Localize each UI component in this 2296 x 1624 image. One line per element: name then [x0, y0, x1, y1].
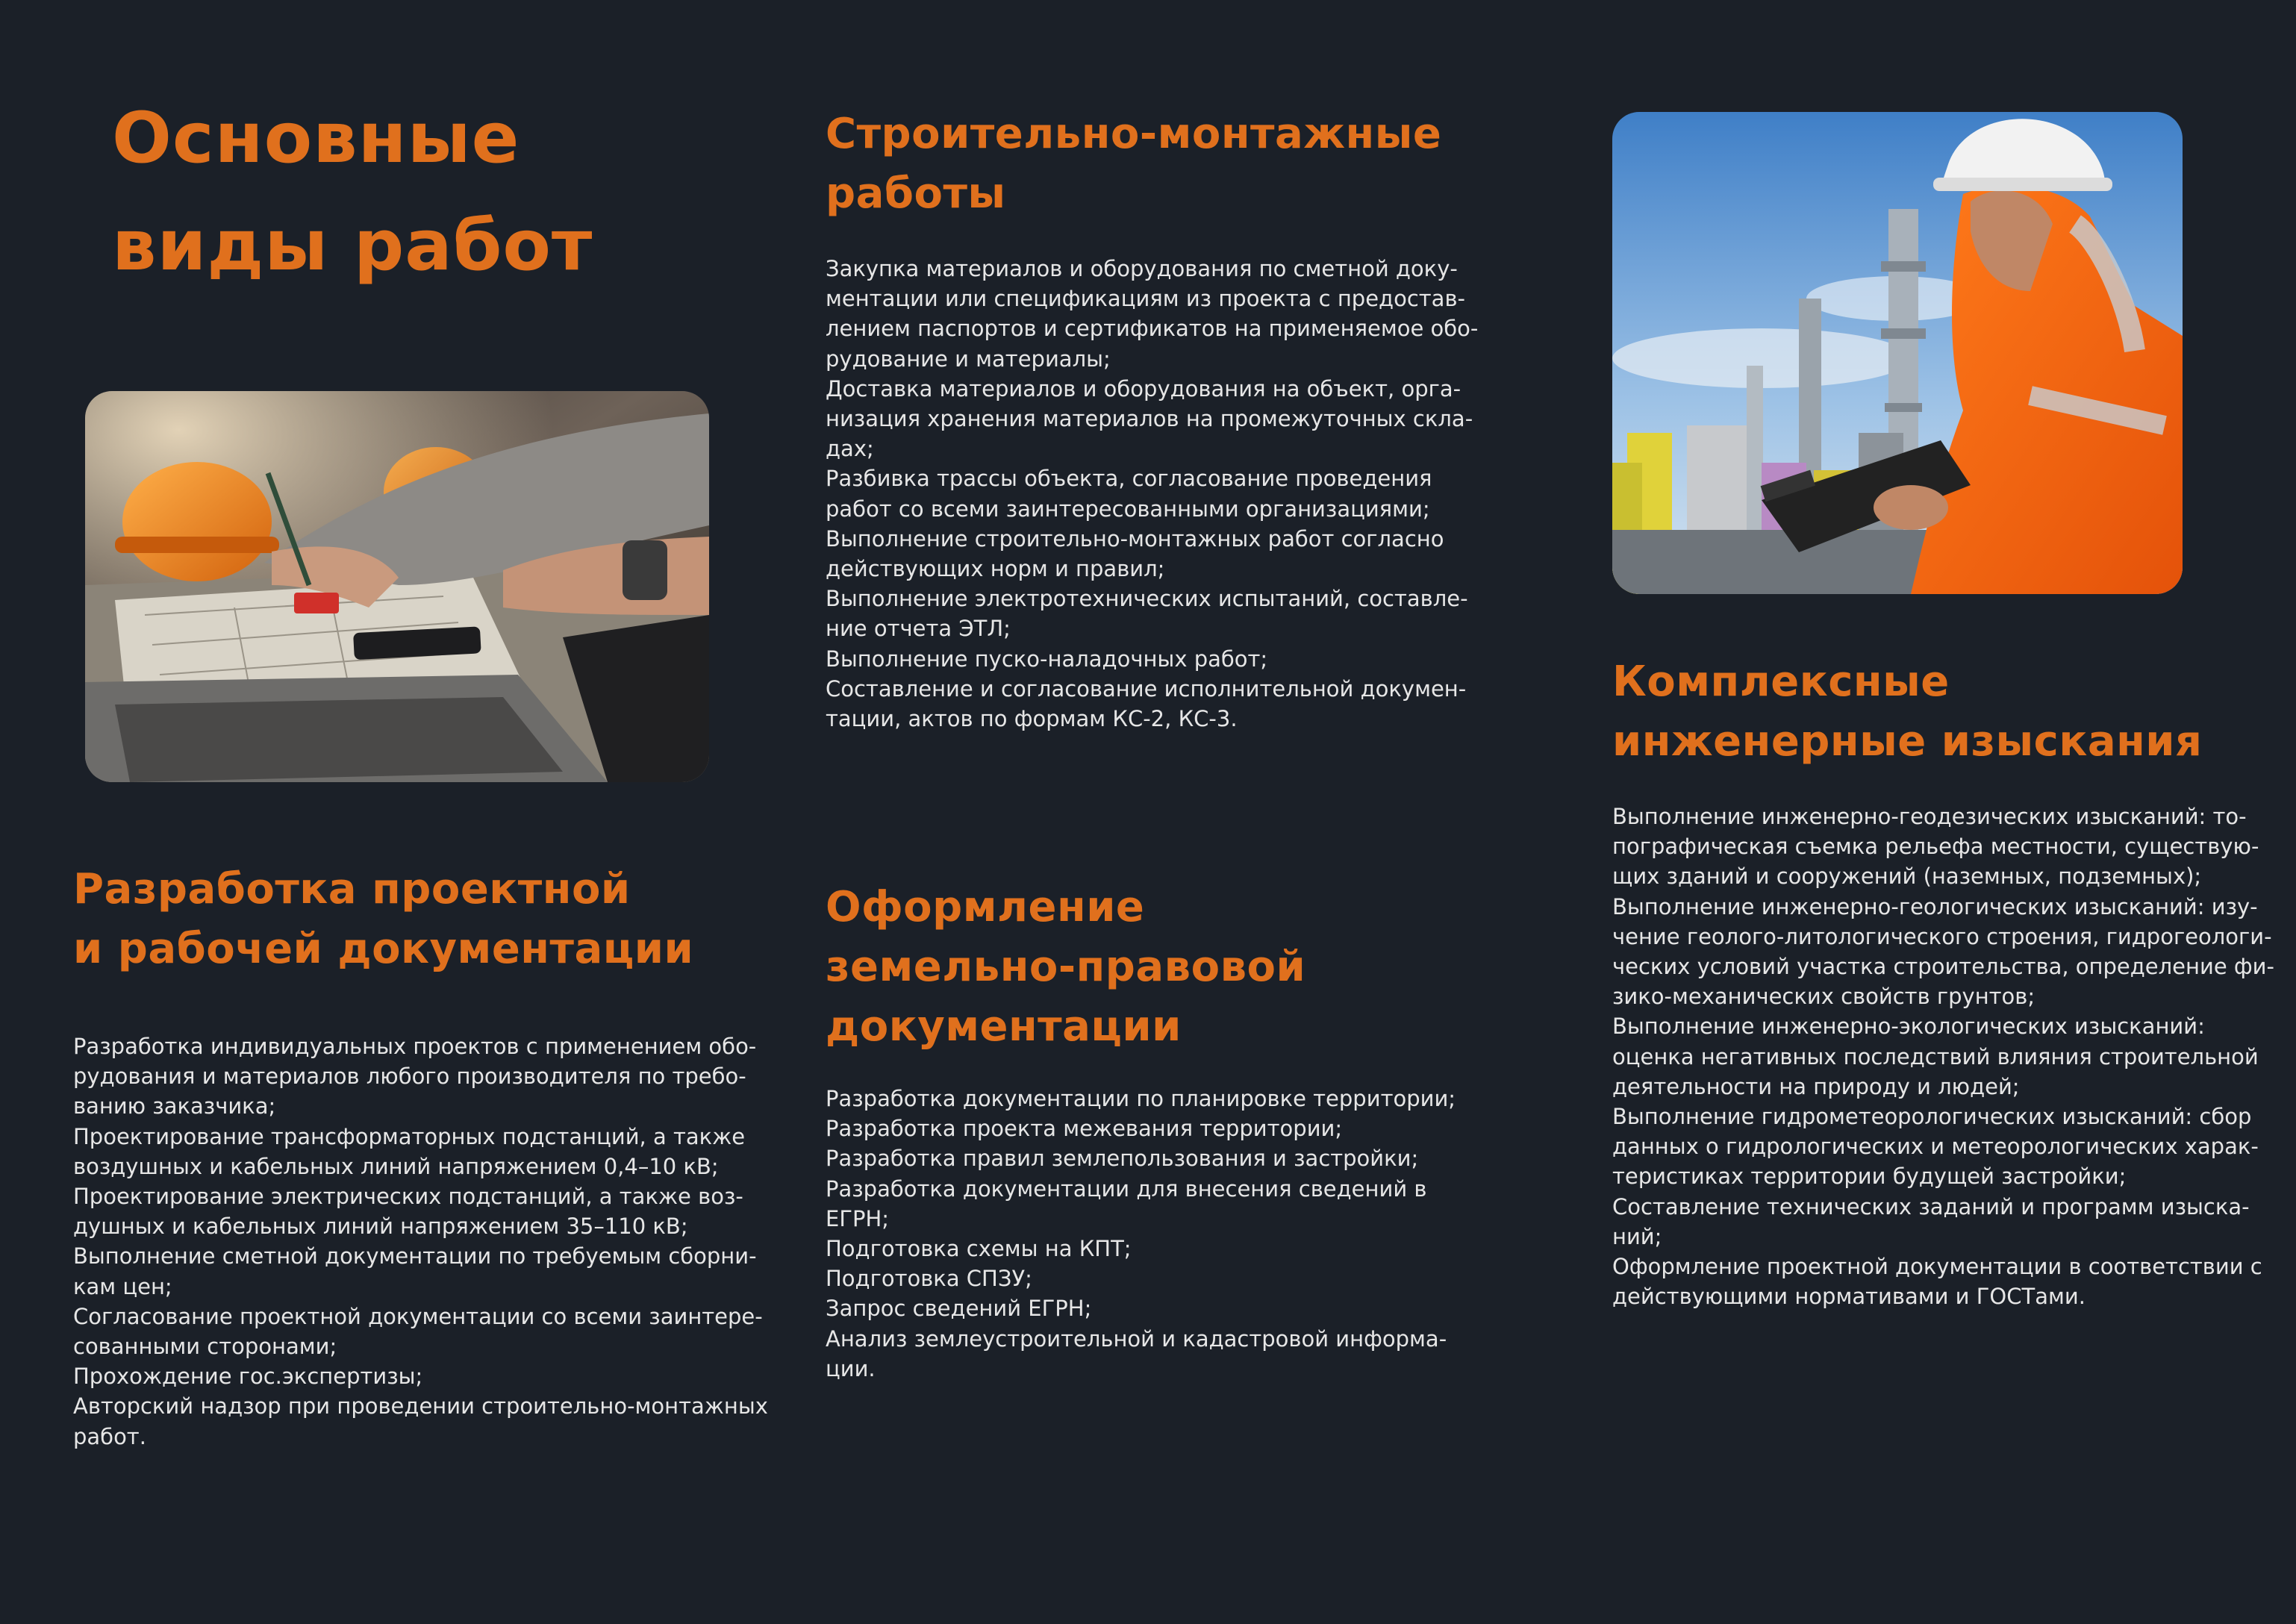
body-line: тации, актов по формам КС-2, КС-3. — [826, 706, 1238, 732]
section-construction — [826, 104, 1478, 734]
body-line: Прохождение гос.экспертизы; — [73, 1364, 423, 1390]
section-construction-title-line: работы — [826, 169, 1006, 218]
body-line: Выполнение инженерно-геодезических изысканий: то- — [1612, 804, 2247, 829]
body-line: Доставка материалов и оборудования на объект, орга- — [826, 375, 1461, 402]
section-surveys-title — [1612, 652, 2274, 772]
body-line: сованными сторонами; — [73, 1334, 337, 1360]
body-line: работ. — [73, 1423, 146, 1449]
body-line: Проектирование трансформаторных подстанций, а также — [73, 1123, 746, 1149]
body-line: Разработка документации по планировке территории; — [826, 1086, 1456, 1111]
body-line: Анализ землеустроительной и кадастровой информа- — [826, 1325, 1447, 1352]
body-line: зико-механических свойств грунтов; — [1612, 984, 2035, 1010]
body-line: деятельности на природу и людей; — [1612, 1073, 2020, 1099]
body-line: действующих норм и правил; — [826, 556, 1165, 582]
body-line: ние отчета ЭТЛ; — [826, 616, 1011, 642]
body-line: лением паспортов и сертификатов на применяемое обо- — [826, 316, 1479, 342]
body-line: Закупка материалов и оборудования по сметной доку- — [826, 256, 1458, 281]
section-construction-title — [826, 104, 1478, 224]
section-surveys-title-line: Комплексные — [1612, 658, 1950, 706]
body-line: ЕГРН; — [826, 1205, 890, 1231]
body-line: ний; — [1612, 1223, 1662, 1249]
body-line: Составление технических заданий и программ изыска- — [1612, 1193, 2250, 1219]
body-line: низация хранения материалов на промежуточных скла- — [826, 406, 1473, 432]
body-line: Согласование проектной документации со всеми заинтере- — [73, 1303, 763, 1329]
section-design-title-line: и рабочей документации — [73, 925, 694, 973]
body-line: теристиках территории будущей застройки; — [1612, 1164, 2127, 1190]
page-title-line: Основные — [112, 98, 520, 179]
page-title-line: виды работ — [112, 205, 593, 287]
body-line: воздушных и кабельных линий напряжением 0,4–10 кВ; — [73, 1153, 719, 1179]
body-line: Разработка документации для внесения сведений в — [826, 1175, 1427, 1202]
section-construction-title-line: Строительно-монтажные — [826, 110, 1442, 158]
section-land-title-line: земельно-правовой — [826, 943, 1306, 991]
body-line: чение геолого-литологического строения, гидрогеологи- — [1612, 923, 2272, 949]
body-line: дах; — [826, 436, 874, 462]
body-line: Разбивка трассы объекта, согласование проведения — [826, 466, 1432, 492]
body-line: Проектирование электрических подстанций, а также воз- — [73, 1184, 743, 1210]
section-design-title-line: Разработка проектной — [73, 865, 631, 914]
body-line: ментации или спецификациям из проекта с предостав- — [826, 286, 1466, 312]
body-line: ции. — [826, 1355, 876, 1381]
body-line: данных о гидрологических и метеорологических харак- — [1612, 1134, 2259, 1160]
body-line: Разработка индивидуальных проектов с применением обо- — [73, 1034, 757, 1059]
section-land-title-line: Оформление — [826, 883, 1145, 931]
body-line: работ со всеми заинтересованными организациями; — [826, 496, 1430, 522]
body-line: Выполнение гидрометеорологических изысканий: сбор — [1612, 1104, 2252, 1130]
plant-worker-photo — [1612, 112, 2183, 594]
body-line: Выполнение инженерно-экологических изысканий: — [1612, 1014, 2205, 1040]
section-land-title-line: документации — [826, 1002, 1182, 1051]
section-design — [73, 860, 768, 1452]
section-surveys-body — [1612, 802, 2274, 1311]
section-design-title — [73, 860, 768, 979]
section-land-title — [826, 878, 1456, 1057]
section-land — [826, 878, 1456, 1384]
body-line: кам цен; — [73, 1273, 172, 1299]
body-line: пографическая съемка рельефа местности, существую- — [1612, 834, 2259, 860]
body-line: Подготовка схемы на КПТ; — [826, 1236, 1132, 1262]
body-line: Разработка проекта межевания территории; — [826, 1116, 1343, 1142]
body-line: Выполнение сметной документации по требуемым сборни- — [73, 1243, 757, 1269]
body-line: Выполнение пуско-наладочных работ; — [826, 646, 1268, 672]
body-line: ческих условий участка строительства, определение фи- — [1612, 954, 2274, 980]
body-line: рудования и материалов любого производителя по требо- — [73, 1064, 746, 1090]
section-land-body — [826, 1084, 1456, 1384]
body-line: Оформление проектной документации в соответствии с — [1612, 1254, 2262, 1280]
section-design-body — [73, 1031, 768, 1452]
body-line: действующими нормативами и ГОСТами. — [1612, 1284, 2086, 1310]
body-line: оценка негативных последствий влияния строительной — [1612, 1043, 2259, 1069]
section-surveys — [1612, 652, 2274, 1311]
engineer-desk-photo — [85, 391, 709, 782]
body-line: Запрос сведений ЕГРН; — [826, 1296, 1092, 1322]
body-line: Составление и согласование исполнительной докумен- — [826, 675, 1467, 702]
body-line: Выполнение строительно-монтажных работ согласно — [826, 525, 1444, 552]
section-construction-body — [826, 254, 1478, 734]
body-line: Выполнение инженерно-геологических изысканий: изу- — [1612, 893, 2258, 919]
body-line: Авторский надзор при проведении строительно-монтажных — [73, 1393, 768, 1420]
page-title — [112, 98, 649, 287]
body-line: Разработка правил землепользования и застройки; — [826, 1146, 1419, 1172]
body-line: ванию заказчика; — [73, 1093, 276, 1119]
section-surveys-title-line: инженерные изыскания — [1612, 717, 2203, 766]
body-line: Подготовка СПЗУ; — [826, 1266, 1032, 1292]
body-line: душных и кабельных линий напряжением 35–110 кВ; — [73, 1214, 688, 1240]
body-line: рудование и материалы; — [826, 346, 1111, 372]
body-line: Выполнение электротехнических испытаний, составле- — [826, 586, 1468, 612]
body-line: щих зданий и сооружений (наземных, подземных); — [1612, 863, 2202, 890]
